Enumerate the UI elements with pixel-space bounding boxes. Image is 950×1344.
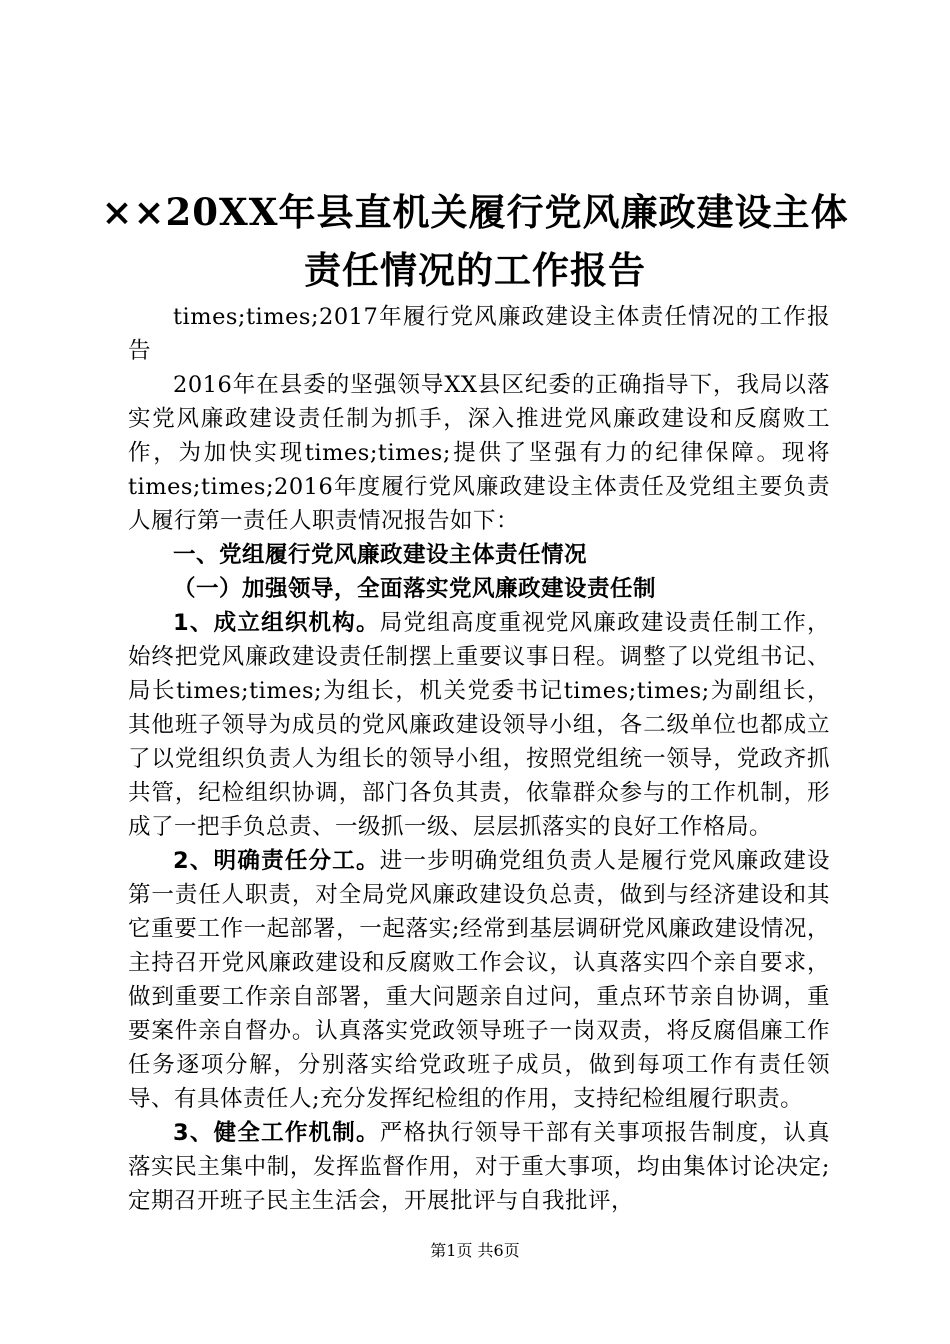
paragraph-item-1 bbox=[128, 606, 830, 844]
heading-text: （一）加强领导，全面落实党风廉政建设责任制 bbox=[173, 576, 657, 602]
paragraph-summary bbox=[128, 368, 830, 538]
paragraph-item-2 bbox=[128, 844, 830, 1116]
paragraph-text: times;times;2017年履行党风廉政建设主体责任情况的工作报告 bbox=[128, 304, 830, 364]
document-title-line-1: ××20XX年县直机关履行党风廉政建设主体 bbox=[101, 190, 849, 234]
section-heading-1 bbox=[128, 538, 830, 572]
document-title-line-2: 责任情况的工作报告 bbox=[304, 248, 646, 292]
paragraph-text: 进一步明确党组负责人是履行党风廉政建设第一责任人职责，对全局党风廉政建设负总责，做到与经济建设和其它重要工作一起部署，一起落实;经常到基层调研党风廉政建设情况，主持召开党风廉政建设和反腐败工作会议，认真落实四个亲自要求，做到重要工作亲自部署，重大问题亲自过问，重点环节亲自协调，重要案件亲自督办。认真落实党政领导班子一岗双责，将反腐倡廉工作任务逐项分解，分别落实给党政班子成员，做到每项工作有责任领导、有具体责任人;充分发挥纪检组的作用，支持纪检组履行职责。 bbox=[128, 848, 830, 1112]
paragraph-intro bbox=[128, 300, 830, 368]
paragraph-item-3 bbox=[128, 1116, 830, 1218]
paragraph-text: 局党组高度重视党风廉政建设责任制工作，始终把党风廉政建设责任制摆上重要议事日程。调整了以党组书记、局长times;times;为组长，机关党委书记times;times;为副组长，其他班子领导为成员的党风廉政建设领导小组，各二级单位也都成立了以党组织负责人为组长的领导小组，按照党组统一领导，党政齐抓共管，纪检组织协调，部门各负其责，依靠群众参与的工作机制，形成了一把手负总责、一级抓一级、层层抓落实的良好工作格局。 bbox=[128, 610, 830, 840]
document-body bbox=[128, 300, 830, 1218]
item-lead: 3、健全工作机制。 bbox=[173, 1120, 380, 1146]
item-lead: 1、成立组织机构。 bbox=[173, 610, 380, 636]
page-number-footer: 第1页 共6页 bbox=[430, 1241, 520, 1260]
heading-text: 一、党组履行党风廉政建设主体责任情况 bbox=[173, 542, 588, 568]
paragraph-text: 严格执行领导干部有关事项报告制度，认真落实民主集中制，发挥监督作用，对于重大事项，均由集体讨论决定;定期召开班子民主生活会，开展批评与自我批评， bbox=[128, 1120, 830, 1214]
paragraph-text: 2016年在县委的坚强领导XX县区纪委的正确指导下，我局以落实党风廉政建设责任制为抓手，深入推进党风廉政建设和反腐败工作，为加快实现times;times;提供了坚强有力的纪律保障。现将times;times;2016年度履行党风廉政建设主体责任及党组主要负责人履行第一责任人职责情况报告如下： bbox=[128, 372, 830, 534]
subsection-heading-1 bbox=[128, 572, 830, 606]
item-lead: 2、明确责任分工。 bbox=[173, 848, 380, 874]
